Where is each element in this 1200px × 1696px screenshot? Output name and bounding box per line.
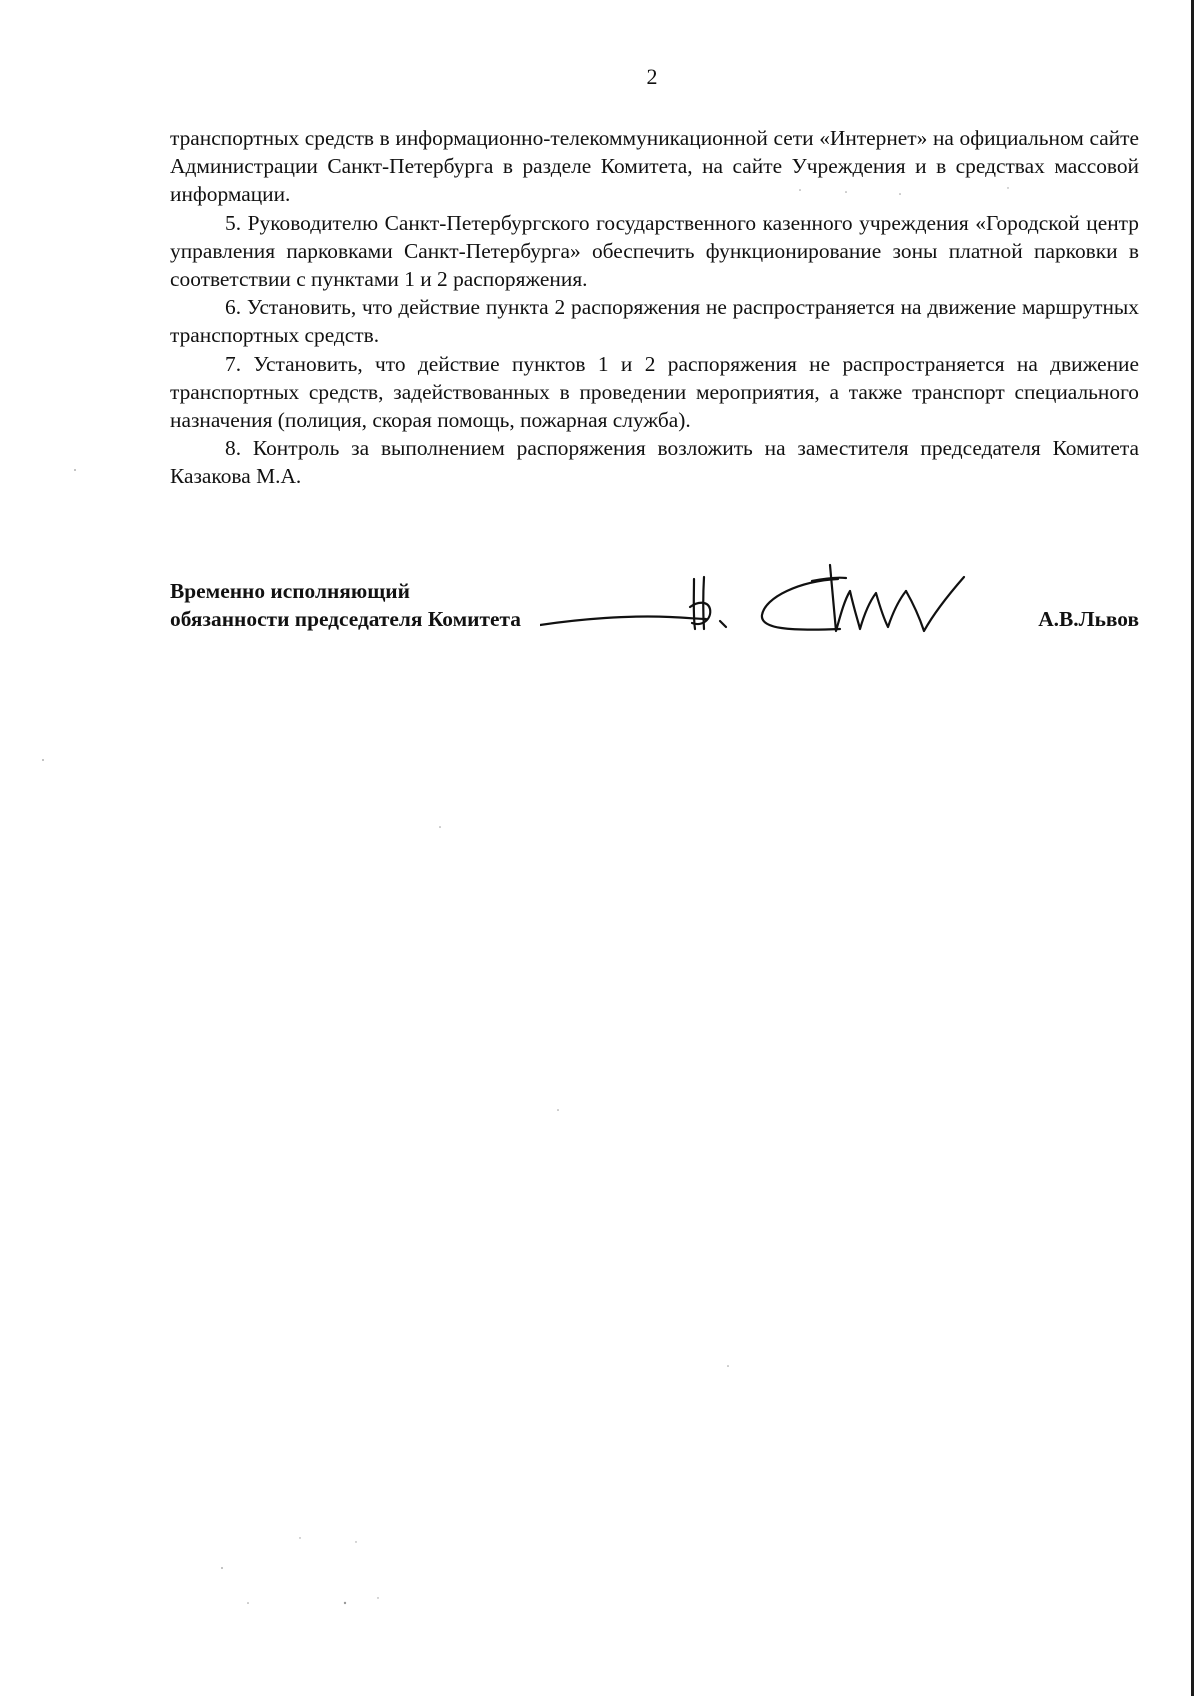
paragraph-item-6: 6. Установить, что действие пункта 2 распоряжения не распространяется на движение маршрутных транспортных средств. [170, 295, 1139, 348]
paragraph-continuation: транспортных средств в информационно-телекоммуникационной сети «Интернет» на официальном сайте Администрации Санкт-Петербурга в разделе Комитета, на сайте Учреждения и в средствах массовой информации. [170, 126, 1139, 207]
signatory-title-line-1: Временно исполняющий [170, 579, 410, 603]
paragraph-item-7: 7. Установить, что действие пунктов 1 и 2 распоряжения не распространяется на движение транспортных средств, задействованных в проведении мероприятия, а также транспорт специального назначения (полиция, скорая помощь, пожарная служба). [170, 351, 1139, 433]
page-edge-line [1191, 0, 1194, 1696]
signature-block [170, 577, 1139, 657]
handwritten-signature [540, 557, 1010, 667]
paragraph-item-5: 5. Руководителю Санкт-Петербургского государственного казенного учреждения «Городской центр управления парковками Санкт-Петербурга» обеспечить функционирование зоны платной парковки в соответствии с пунктами 1 и 2 распоряжения. [170, 210, 1139, 292]
document-body [170, 124, 1139, 491]
signatory-title-line-2: обязанности председателя Комитета [170, 607, 521, 632]
paragraph-item-8: 8. Контроль за выполнением распоряжения возложить на заместителя председателя Комитета Казакова М.А. [170, 436, 1139, 489]
signatory-title [170, 577, 521, 633]
signatory-name: А.В.Львов [1038, 607, 1139, 631]
page-number: 2 [646, 64, 658, 89]
